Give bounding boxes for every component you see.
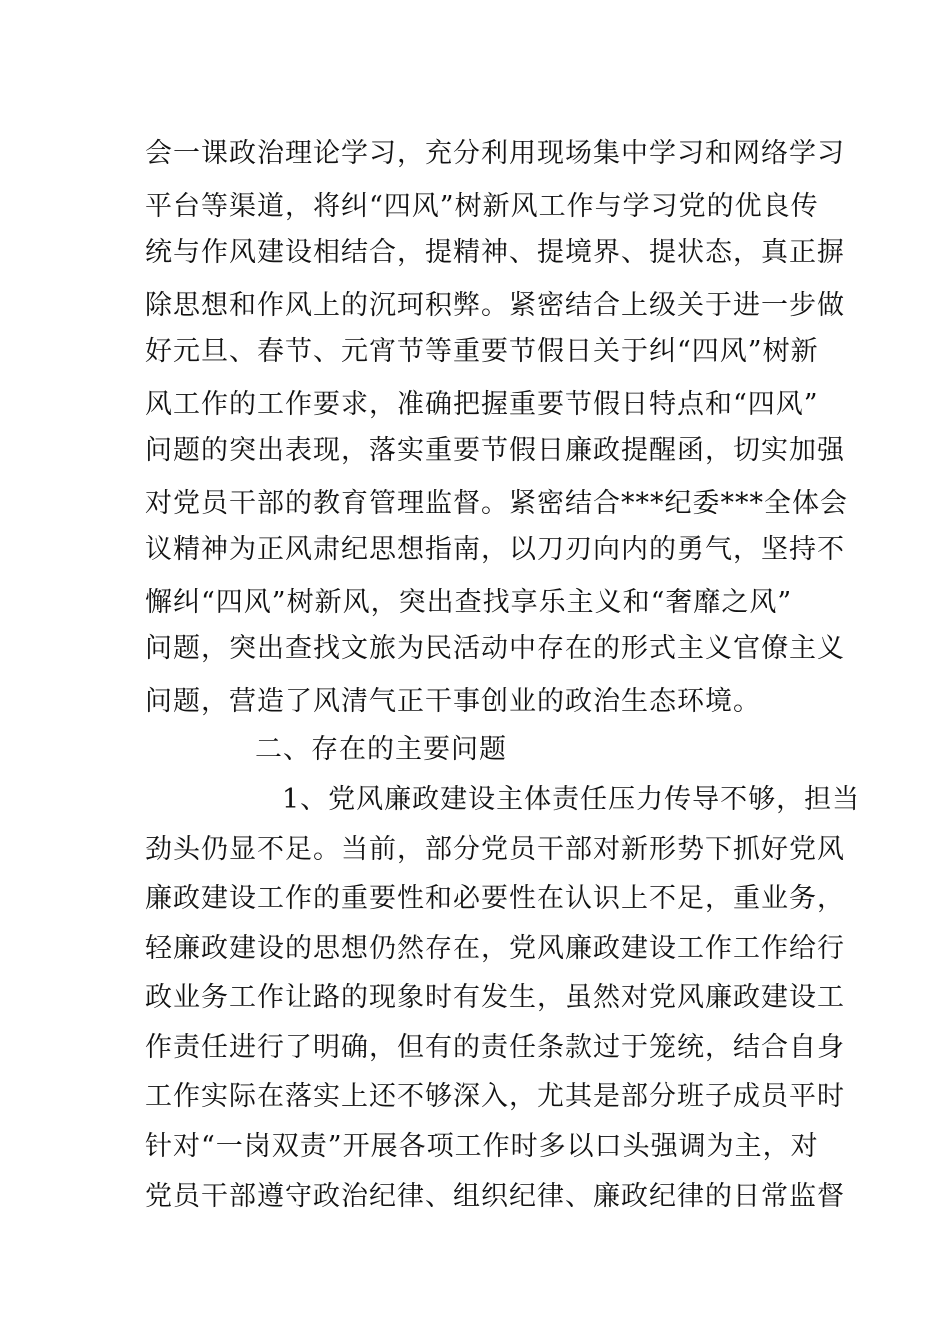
text-line: 懈纠“四风”树新风，突出查找享乐主义和“奢靡之风” [145,587,793,618]
text-line: 针对“一岗双责”开展各项工作时多以口头强调为主，对 [145,1131,819,1162]
text-line: 政业务工作让路的现象时有发生，虽然对党风廉政建设工 [145,982,845,1013]
text-line: 会一课政治理论学习，充分利用现场集中学习和网络学习 [145,138,845,169]
text-line: 问题的突出表现，落实重要节假日廉政提醒函，切实加强 [145,435,845,466]
text-line: 廉政建设工作的重要性和必要性在认识上不足，重业务， [145,883,845,914]
text-line: 轻廉政建设的思想仍然存在，党风廉政建设工作工作给行 [145,933,845,964]
text-line: 作责任进行了明确，但有的责任条款过于笼统，结合自身 [145,1032,845,1063]
text-line: 问题，突出查找文旅为民活动中存在的形式主义官僚主义 [145,633,845,664]
text-line: 问题，营造了风清气正干事创业的政治生态环境。 [145,686,761,717]
text-line: 工作实际在落实上还不够深入，尤其是部分班子成员平时 [145,1081,845,1112]
text-line: 统与作风建设相结合，提精神、提境界、提状态，真正摒 [145,237,845,268]
text-line: 1、党风廉政建设主体责任压力传导不够，担当 [282,784,861,815]
text-line: 对党员干部的教育管理监督。紧密结合***纪委***全体会 [145,488,848,519]
text-line: 除思想和作风上的沉珂积弊。紧密结合上级关于进一步做 [145,290,845,321]
section-heading: 二、存在的主要问题 [255,734,507,765]
text-line: 劲头仍显不足。当前，部分党员干部对新形势下抓好党风 [145,834,845,865]
text-line: 好元旦、春节、元宵节等重要节假日关于纠“四风”树新 [145,336,819,367]
text-line: 平台等渠道，将纠“四风”树新风工作与学习党的优良传 [145,191,819,222]
text-line: 党员干部遵守政治纪律、组织纪律、廉政纪律的日常监督 [145,1181,845,1212]
text-line: 风工作的工作要求，准确把握重要节假日特点和“四风” [145,389,819,420]
text-line: 议精神为正风肃纪思想指南，以刀刃向内的勇气，坚持不 [145,534,845,565]
